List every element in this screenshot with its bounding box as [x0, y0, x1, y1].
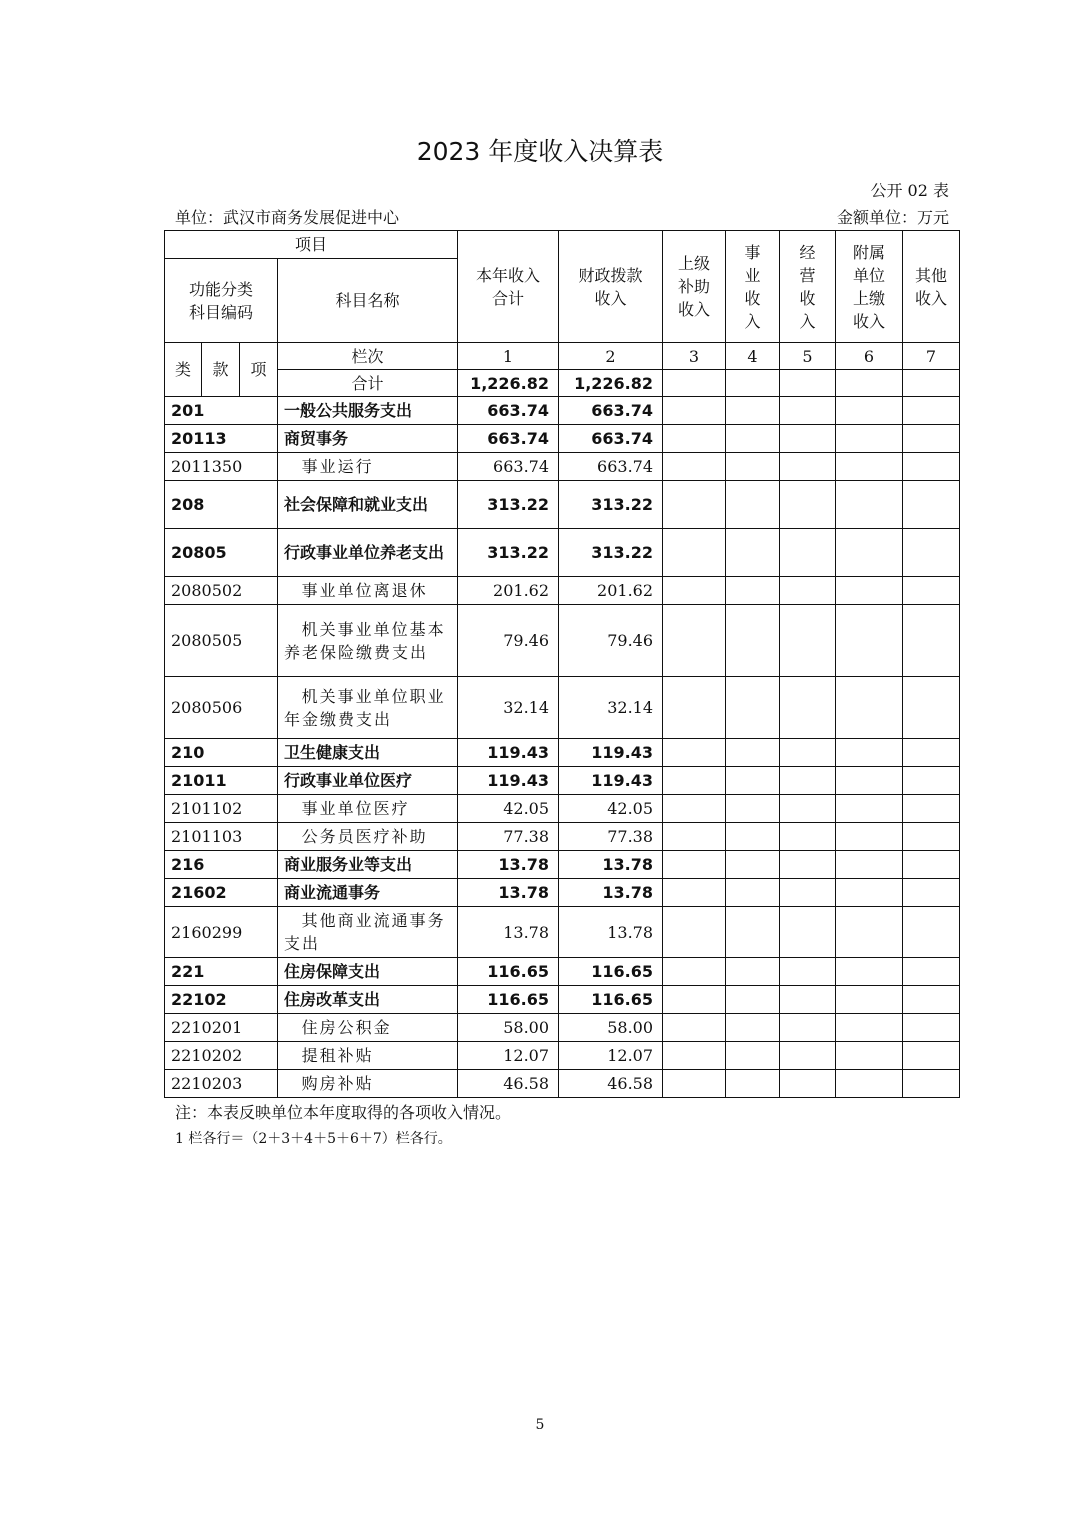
row-empty-cell — [726, 1014, 780, 1042]
row-fiscal: 119.43 — [559, 767, 663, 795]
row-fiscal: 663.74 — [559, 453, 663, 481]
row-name: 公务员医疗补助 — [278, 823, 458, 851]
row-total: 119.43 — [458, 767, 559, 795]
row-total: 32.14 — [458, 677, 559, 739]
row-empty-cell — [726, 397, 780, 425]
row-code: 2080505 — [165, 605, 278, 677]
row-code: 2101102 — [165, 795, 278, 823]
total-fiscal: 1,226.82 — [559, 370, 663, 397]
row-empty-cell — [726, 739, 780, 767]
table-row — [165, 767, 960, 795]
table-row — [165, 605, 960, 677]
total-label: 合计 — [278, 370, 458, 397]
row-empty-cell — [903, 605, 960, 677]
row-name: 事业单位医疗 — [278, 795, 458, 823]
row-fiscal: 42.05 — [559, 795, 663, 823]
column-number-row — [165, 343, 960, 370]
row-name: 住房公积金 — [278, 1014, 458, 1042]
row-total: 201.62 — [458, 577, 559, 605]
table-row — [165, 907, 960, 958]
row-fiscal: 663.74 — [559, 425, 663, 453]
row-total: 119.43 — [458, 739, 559, 767]
row-name: 一般公共服务支出 — [278, 397, 458, 425]
table-row — [165, 739, 960, 767]
row-fiscal: 46.58 — [559, 1070, 663, 1098]
row-empty-cell — [726, 425, 780, 453]
form-number: 公开 02 表 — [870, 181, 949, 200]
row-total: 313.22 — [458, 481, 559, 529]
row-total: 77.38 — [458, 823, 559, 851]
row-code: 210 — [165, 739, 278, 767]
row-empty-cell — [780, 823, 836, 851]
row-empty-cell — [663, 851, 726, 879]
row-empty-cell — [780, 453, 836, 481]
row-name: 卫生健康支出 — [278, 739, 458, 767]
table-row — [165, 851, 960, 879]
header-kuan: 款 — [202, 343, 240, 397]
row-empty-cell — [726, 481, 780, 529]
row-empty-cell — [903, 397, 960, 425]
row-empty-cell — [726, 851, 780, 879]
row-empty-cell — [663, 986, 726, 1014]
row-total: 116.65 — [458, 958, 559, 986]
row-empty-cell — [836, 1014, 903, 1042]
row-empty-cell — [836, 425, 903, 453]
row-empty-cell — [780, 677, 836, 739]
row-empty-cell — [663, 1014, 726, 1042]
row-fiscal: 12.07 — [559, 1042, 663, 1070]
header-code: 功能分类 科目编码 — [165, 259, 278, 343]
row-empty-cell — [903, 739, 960, 767]
page-number: 5 — [535, 1417, 545, 1433]
row-empty-cell — [663, 1070, 726, 1098]
row-code: 2210202 — [165, 1042, 278, 1070]
table-row — [165, 1014, 960, 1042]
row-name: 机关事业单位基本养老保险缴费支出 — [278, 605, 458, 677]
row-empty-cell — [836, 795, 903, 823]
row-code: 2210203 — [165, 1070, 278, 1098]
row-empty-cell — [780, 529, 836, 577]
row-empty-cell — [903, 879, 960, 907]
row-code: 2160299 — [165, 907, 278, 958]
row-empty-cell — [836, 397, 903, 425]
row-empty-cell — [836, 767, 903, 795]
note-2: 1 栏各行＝（2＋3＋4＋5＋6＋7）栏各行。 — [175, 1131, 452, 1147]
row-total: 58.00 — [458, 1014, 559, 1042]
row-name: 商业服务业等支出 — [278, 851, 458, 879]
row-empty-cell — [780, 397, 836, 425]
row-code: 2080506 — [165, 677, 278, 739]
row-empty-cell — [726, 907, 780, 958]
row-code: 201 — [165, 397, 278, 425]
row-empty-cell — [663, 677, 726, 739]
row-empty-cell — [903, 795, 960, 823]
row-empty-cell — [726, 795, 780, 823]
header-other: 其他 收入 — [903, 231, 960, 343]
row-code: 22102 — [165, 986, 278, 1014]
row-empty-cell — [836, 823, 903, 851]
header-business: 事 业 收 入 — [726, 231, 780, 343]
row-name: 行政事业单位医疗 — [278, 767, 458, 795]
row-empty-cell — [663, 879, 726, 907]
row-empty-cell — [903, 907, 960, 958]
row-empty-cell — [663, 739, 726, 767]
header-affiliated: 附属 单位 上缴 收入 — [836, 231, 903, 343]
row-empty-cell — [903, 823, 960, 851]
header-lanci: 栏次 — [278, 343, 458, 370]
row-empty-cell — [726, 605, 780, 677]
row-empty-cell — [663, 907, 726, 958]
col-num-5: 5 — [780, 343, 836, 370]
row-empty-cell — [780, 1042, 836, 1070]
row-fiscal: 663.74 — [559, 397, 663, 425]
row-empty-cell — [663, 425, 726, 453]
row-fiscal: 116.65 — [559, 986, 663, 1014]
row-code: 21011 — [165, 767, 278, 795]
col-num-4: 4 — [726, 343, 780, 370]
row-name: 机关事业单位职业年金缴费支出 — [278, 677, 458, 739]
header-xiang: 项 — [240, 343, 278, 397]
row-empty-cell — [836, 577, 903, 605]
row-empty-cell — [836, 958, 903, 986]
table-row — [165, 397, 960, 425]
row-empty-cell — [726, 1070, 780, 1098]
row-fiscal: 201.62 — [559, 577, 663, 605]
row-empty-cell — [663, 958, 726, 986]
row-empty-cell — [780, 767, 836, 795]
row-empty-cell — [780, 986, 836, 1014]
row-fiscal: 77.38 — [559, 823, 663, 851]
header-lei: 类 — [165, 343, 202, 397]
table-row — [165, 529, 960, 577]
header-upper: 上级 补助 收入 — [663, 231, 726, 343]
row-empty-cell — [663, 453, 726, 481]
row-total: 663.74 — [458, 397, 559, 425]
row-fiscal: 13.78 — [559, 851, 663, 879]
row-fiscal: 313.22 — [559, 529, 663, 577]
row-total: 13.78 — [458, 851, 559, 879]
row-fiscal: 58.00 — [559, 1014, 663, 1042]
col-num-6: 6 — [836, 343, 903, 370]
header-name: 科目名称 — [278, 259, 458, 343]
row-empty-cell — [903, 1014, 960, 1042]
row-empty-cell — [663, 795, 726, 823]
table-row — [165, 1070, 960, 1098]
row-empty-cell — [780, 425, 836, 453]
row-code: 2080502 — [165, 577, 278, 605]
row-empty-cell — [663, 605, 726, 677]
row-empty-cell — [726, 958, 780, 986]
row-empty-cell — [663, 529, 726, 577]
row-code: 21602 — [165, 879, 278, 907]
row-empty-cell — [663, 481, 726, 529]
row-name: 住房保障支出 — [278, 958, 458, 986]
row-empty-cell — [836, 739, 903, 767]
row-code: 221 — [165, 958, 278, 986]
row-empty-cell — [903, 577, 960, 605]
row-total: 313.22 — [458, 529, 559, 577]
table-row — [165, 425, 960, 453]
row-total: 13.78 — [458, 907, 559, 958]
row-name: 提租补贴 — [278, 1042, 458, 1070]
table-row — [165, 481, 960, 529]
income-table — [164, 230, 960, 1098]
row-empty-cell — [726, 986, 780, 1014]
row-fiscal: 32.14 — [559, 677, 663, 739]
row-fiscal: 79.46 — [559, 605, 663, 677]
row-empty-cell — [780, 851, 836, 879]
row-total: 13.78 — [458, 879, 559, 907]
row-code: 208 — [165, 481, 278, 529]
row-total: 663.74 — [458, 425, 559, 453]
table-row — [165, 823, 960, 851]
row-empty-cell — [836, 481, 903, 529]
table-row — [165, 1042, 960, 1070]
row-empty-cell — [903, 453, 960, 481]
row-name: 社会保障和就业支出 — [278, 481, 458, 529]
table-row — [165, 986, 960, 1014]
row-empty-cell — [836, 986, 903, 1014]
row-empty-cell — [663, 767, 726, 795]
row-empty-cell — [903, 767, 960, 795]
row-empty-cell — [780, 605, 836, 677]
table-row — [165, 453, 960, 481]
row-empty-cell — [663, 1042, 726, 1070]
row-empty-cell — [663, 577, 726, 605]
row-code: 2101103 — [165, 823, 278, 851]
table-row — [165, 677, 960, 739]
page-title: 2023 年度收入决算表 — [416, 137, 664, 166]
header-fiscal: 财政拨款 收入 — [559, 231, 663, 343]
row-fiscal: 13.78 — [559, 879, 663, 907]
table-row — [165, 795, 960, 823]
row-total: 79.46 — [458, 605, 559, 677]
row-empty-cell — [903, 425, 960, 453]
col-num-1: 1 — [458, 343, 559, 370]
row-name: 其他商业流通事务支出 — [278, 907, 458, 958]
row-empty-cell — [780, 795, 836, 823]
row-empty-cell — [726, 529, 780, 577]
total-row — [165, 370, 960, 397]
row-empty-cell — [836, 1070, 903, 1098]
row-empty-cell — [903, 851, 960, 879]
header-row-1 — [165, 231, 960, 259]
table-row — [165, 879, 960, 907]
note-1: 注：本表反映单位本年度取得的各项收入情况。 — [175, 1103, 512, 1122]
table-row — [165, 958, 960, 986]
row-empty-cell — [780, 907, 836, 958]
money-unit: 金额单位：万元 — [836, 208, 949, 227]
row-code: 20113 — [165, 425, 278, 453]
col-num-2: 2 — [559, 343, 663, 370]
row-code: 2011350 — [165, 453, 278, 481]
row-empty-cell — [780, 879, 836, 907]
row-empty-cell — [726, 767, 780, 795]
row-total: 663.74 — [458, 453, 559, 481]
row-empty-cell — [663, 397, 726, 425]
row-empty-cell — [726, 453, 780, 481]
row-empty-cell — [836, 453, 903, 481]
row-empty-cell — [780, 1014, 836, 1042]
row-empty-cell — [903, 986, 960, 1014]
row-name: 商贸事务 — [278, 425, 458, 453]
row-total: 42.05 — [458, 795, 559, 823]
row-empty-cell — [836, 907, 903, 958]
row-empty-cell — [903, 677, 960, 739]
row-empty-cell — [780, 481, 836, 529]
row-empty-cell — [836, 851, 903, 879]
row-name: 事业运行 — [278, 453, 458, 481]
row-code: 2210201 — [165, 1014, 278, 1042]
row-name: 住房改革支出 — [278, 986, 458, 1014]
col-num-3: 3 — [663, 343, 726, 370]
header-total: 本年收入 合计 — [458, 231, 559, 343]
table-row — [165, 577, 960, 605]
row-fiscal: 13.78 — [559, 907, 663, 958]
row-name: 商业流通事务 — [278, 879, 458, 907]
row-code: 20805 — [165, 529, 278, 577]
row-empty-cell — [836, 605, 903, 677]
row-empty-cell — [780, 1070, 836, 1098]
row-empty-cell — [836, 677, 903, 739]
row-name: 行政事业单位养老支出 — [278, 529, 458, 577]
row-empty-cell — [780, 958, 836, 986]
row-empty-cell — [726, 823, 780, 851]
row-empty-cell — [903, 481, 960, 529]
header-item: 项目 — [165, 231, 458, 259]
row-empty-cell — [726, 577, 780, 605]
row-total: 116.65 — [458, 986, 559, 1014]
row-empty-cell — [836, 1042, 903, 1070]
row-empty-cell — [903, 529, 960, 577]
row-total: 12.07 — [458, 1042, 559, 1070]
col-num-7: 7 — [903, 343, 960, 370]
reporting-unit: 单位：武汉市商务发展促进中心 — [175, 208, 400, 227]
row-name: 事业单位离退休 — [278, 577, 458, 605]
row-empty-cell — [726, 677, 780, 739]
header-operating: 经 营 收 入 — [780, 231, 836, 343]
row-name: 购房补贴 — [278, 1070, 458, 1098]
row-empty-cell — [903, 1042, 960, 1070]
row-empty-cell — [836, 529, 903, 577]
row-empty-cell — [726, 1042, 780, 1070]
row-empty-cell — [836, 879, 903, 907]
row-fiscal: 119.43 — [559, 739, 663, 767]
row-fiscal: 313.22 — [559, 481, 663, 529]
row-empty-cell — [726, 879, 780, 907]
row-fiscal: 116.65 — [559, 958, 663, 986]
row-code: 216 — [165, 851, 278, 879]
row-empty-cell — [663, 823, 726, 851]
row-empty-cell — [780, 739, 836, 767]
row-empty-cell — [780, 577, 836, 605]
row-empty-cell — [903, 958, 960, 986]
row-empty-cell — [903, 1070, 960, 1098]
row-total: 46.58 — [458, 1070, 559, 1098]
total-amount: 1,226.82 — [458, 370, 559, 397]
